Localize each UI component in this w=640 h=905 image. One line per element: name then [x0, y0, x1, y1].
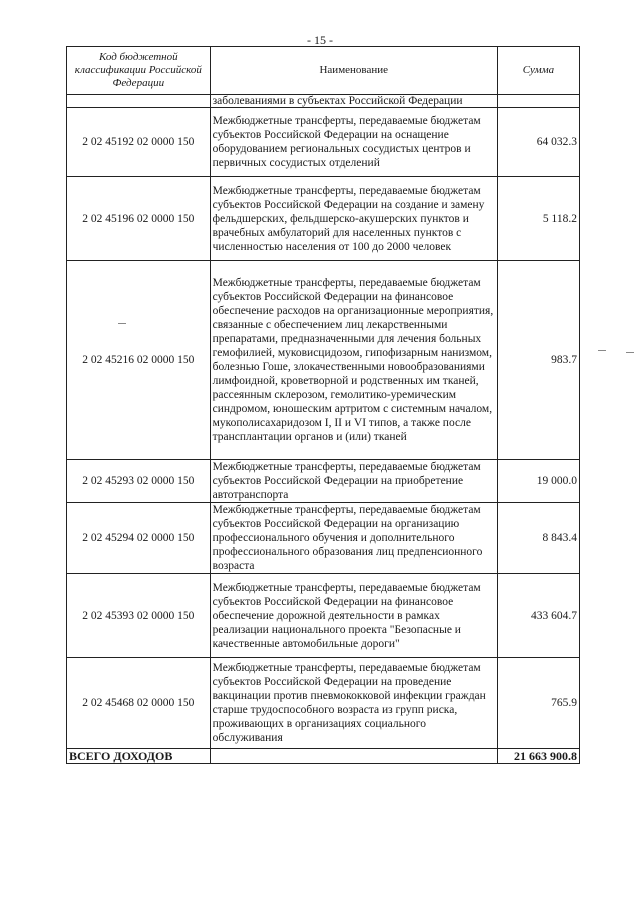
row-code: 2 02 45192 02 0000 150: [67, 108, 211, 177]
revenue-table: [66, 46, 580, 764]
table-row: [67, 177, 580, 261]
row-code: 2 02 45393 02 0000 150: [67, 574, 211, 658]
table-row: [67, 574, 580, 658]
header-sum: Сумма: [497, 47, 579, 95]
row-name: Межбюджетные трансферты, передаваемые бюджетам субъектов Российской Федерации на организацию профессионального обучения и дополнительного профессионального образования лиц предпенсионного возраста: [210, 503, 497, 574]
row-sum: 433 604.7: [497, 574, 579, 658]
total-name-cell: [210, 749, 497, 764]
row-code: 2 02 45216 02 0000 150: [67, 261, 211, 460]
continuation-code-cell: [67, 95, 211, 108]
row-name: Межбюджетные трансферты, передаваемые бюджетам субъектов Российской Федерации на финансовое обеспечение дорожной деятельности в рамках реализации национального проекта "Безопасные и качественные автомобильные дороги": [210, 574, 497, 658]
scan-mark: [626, 352, 634, 353]
row-name: Межбюджетные трансферты, передаваемые бюджетам субъектов Российской Федерации на финансовое обеспечение расходов на организационные мероприятия, связанные с обеспечением лиц лекарственными препаратами, предназначенными для лечения больных гемофилией, муковисцидозом, гипофизарным нанизмом, болезнью Гоше, злокачественными новообразованиями лимфоидной, кроветворной и родственных им тканей, рассеянным склерозом, гемолитико-уремическим синдромом, юношеским артритом с системным началом, мукополисахаридозом I, II и VI типов, а также после трансплантации органов и (или) тканей: [210, 261, 497, 460]
total-sum: 21 663 900.8: [497, 749, 579, 764]
table-header-row: [67, 47, 580, 95]
row-sum: 64 032.3: [497, 108, 579, 177]
total-label: ВСЕГО ДОХОДОВ: [67, 749, 211, 764]
header-code: Код бюджетной классификации Российской Федерации: [67, 47, 211, 95]
row-name: Межбюджетные трансферты, передаваемые бюджетам субъектов Российской Федерации на приобретение автотранспорта: [210, 460, 497, 503]
row-name: Межбюджетные трансферты, передаваемые бюджетам субъектов Российской Федерации на проведение вакцинации против пневмококковой инфекции граждан старше трудоспособного возраста из групп риска, проживающих в организациях социального обслуживания: [210, 658, 497, 749]
continuation-sum-cell: [497, 95, 579, 108]
row-code: 2 02 45294 02 0000 150: [67, 503, 211, 574]
row-sum: 765.9: [497, 658, 579, 749]
row-code: 2 02 45468 02 0000 150: [67, 658, 211, 749]
table-row: [67, 503, 580, 574]
table-row: [67, 108, 580, 177]
page-number: - 15 -: [307, 33, 333, 47]
row-sum: 8 843.4: [497, 503, 579, 574]
continuation-name: заболеваниями в субъектах Российской Федерации: [210, 95, 497, 108]
row-code: 2 02 45196 02 0000 150: [67, 177, 211, 261]
row-name: Межбюджетные трансферты, передаваемые бюджетам субъектов Российской Федерации на оснащение оборудованием региональных сосудистых центров и первичных сосудистых отделений: [210, 108, 497, 177]
header-name: Наименование: [210, 47, 497, 95]
row-sum: 5 118.2: [497, 177, 579, 261]
table-row: [67, 460, 580, 503]
continuation-row: [67, 95, 580, 108]
table-row: [67, 658, 580, 749]
row-code: 2 02 45293 02 0000 150: [67, 460, 211, 503]
row-name: Межбюджетные трансферты, передаваемые бюджетам субъектов Российской Федерации на создание и замену фельдшерских, фельдшерско-акушерских пунктов и врачебных амбулаторий для населенных пунктов с численностью населения от 100 до 2000 человек: [210, 177, 497, 261]
row-sum: 19 000.0: [497, 460, 579, 503]
table-row: [67, 261, 580, 460]
total-row: [67, 749, 580, 764]
scan-mark: [118, 323, 126, 324]
row-sum: 983.7: [497, 261, 579, 460]
scan-mark: [598, 350, 606, 351]
